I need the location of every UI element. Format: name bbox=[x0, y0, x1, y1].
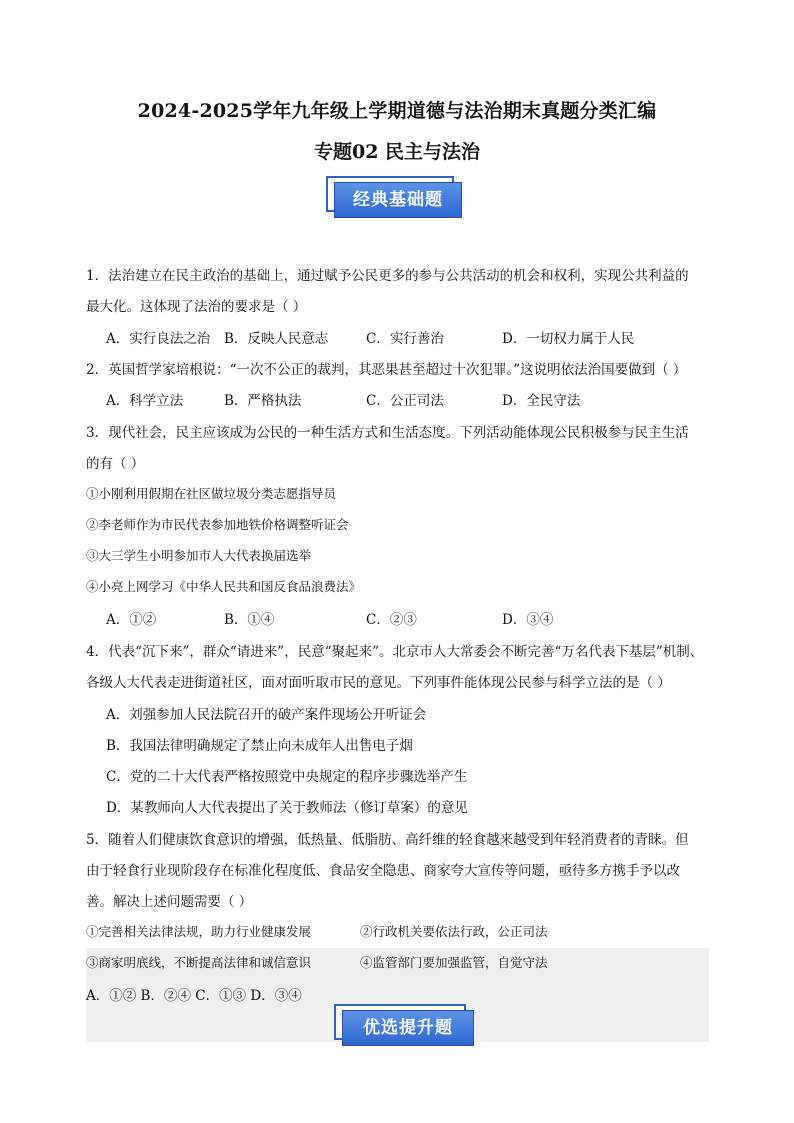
q2-option-a: A．科学立法 bbox=[106, 393, 184, 409]
q3-option-d: D．③④ bbox=[502, 612, 554, 628]
q3-stem-line2: 的有（ ） bbox=[86, 456, 145, 472]
document-subtitle: 专题02 民主与法治 bbox=[313, 141, 481, 163]
q2-stem: 2．英国哲学家培根说：“一次不公正的裁判，其恶果甚至超过十次犯罪。”这说明依法治国要做到（ ） bbox=[86, 362, 687, 378]
q1-stem-line2: 最大化。这体现了法治的要求是（ ） bbox=[86, 299, 307, 315]
q3-option-c: C．②③ bbox=[366, 612, 417, 628]
q2-option-b: B．严格执法 bbox=[224, 393, 302, 409]
q2-option-d: D．全民守法 bbox=[502, 393, 581, 409]
q3-item-2: ②李老师作为市民代表参加地铁价格调整听证会 bbox=[86, 517, 349, 532]
section-badge-basic bbox=[326, 176, 468, 222]
q3-option-b: B．①④ bbox=[224, 612, 275, 628]
q4-option-d: D．某教师向人大代表提出了关于教师法（修订草案）的意见 bbox=[106, 800, 468, 816]
q1-option-a: A．实行良法之治 bbox=[106, 331, 211, 347]
q5-item-4: ④监管部门要加强监管，自觉守法 bbox=[360, 955, 548, 970]
q4-option-c: C．党的二十大代表严格按照党中央规定的程序步骤选举产生 bbox=[106, 769, 468, 785]
q3-stem-line1: 3．现代社会，民主应该成为公民的一种生活方式和生活态度。下列活动能体现公民积极参与民主生活 bbox=[86, 425, 689, 441]
q4-option-a: A．刘强参加人民法院召开的破产案件现场公开听证会 bbox=[106, 707, 427, 723]
badge-label: 经典基础题 bbox=[334, 182, 462, 218]
q5-stem-line1: 5．随着人们健康饮食意识的增强，低热量、低脂肪、高纤维的轻食越来越受到年轻消费者的青睐。但 bbox=[86, 832, 689, 848]
q4-option-b: B．我国法律明确规定了禁止向未成年人出售电子烟 bbox=[106, 738, 413, 754]
q3-item-3: ③大三学生小明参加市人大代表换届选举 bbox=[86, 548, 312, 563]
q4-stem-line2: 各级人大代表走进街道社区，面对面听取市民的意见。下列事件能体现公民参与科学立法的是（ ） bbox=[86, 675, 671, 691]
q1-option-c: C．实行善治 bbox=[366, 331, 444, 347]
q2-option-c: C．公正司法 bbox=[366, 393, 444, 409]
q3-item-1: ①小刚利用假期在社区做垃圾分类志愿指导员 bbox=[86, 486, 337, 501]
q5-options: A．①② B．②④ C．①③ D．③④ bbox=[86, 988, 302, 1004]
badge-label: 优选提升题 bbox=[342, 1010, 474, 1046]
q3-option-a: A．①② bbox=[106, 612, 157, 628]
q5-stem-line3: 善。解决上述问题需要（ ） bbox=[86, 894, 253, 910]
q5-item-1: ①完善相关法律法规，助力行业健康发展 bbox=[86, 924, 312, 939]
q5-item-2: ②行政机关要依法行政，公正司法 bbox=[360, 924, 548, 939]
q5-stem-line2: 由于轻食行业现阶段存在标准化程度低、食品安全隐患、商家夸大宣传等问题，亟待多方携手予以改 bbox=[86, 863, 680, 879]
section-badge-advanced bbox=[334, 1004, 480, 1050]
q3-item-4: ④小亮上网学习《中华人民共和国反食品浪费法》 bbox=[86, 579, 362, 594]
q4-stem-line1: 4．代表“沉下来”，群众“请进来”，民意“聚起来”。北京市人大常委会不断完善“万名代表下基层”机制、 bbox=[86, 644, 704, 660]
q1-stem-line1: 1．法治建立在民主政治的基础上，通过赋予公民更多的参与公共活动的机会和权利，实现公共利益的 bbox=[86, 268, 689, 284]
q1-option-b: B．反映人民意志 bbox=[224, 331, 329, 347]
q5-item-3: ③商家明底线，不断提高法律和诚信意识 bbox=[86, 955, 312, 970]
document-title: 2024-2025学年九年级上学期道德与法治期末真题分类汇编 bbox=[137, 100, 657, 122]
q1-option-d: D．一切权力属于人民 bbox=[502, 331, 635, 347]
